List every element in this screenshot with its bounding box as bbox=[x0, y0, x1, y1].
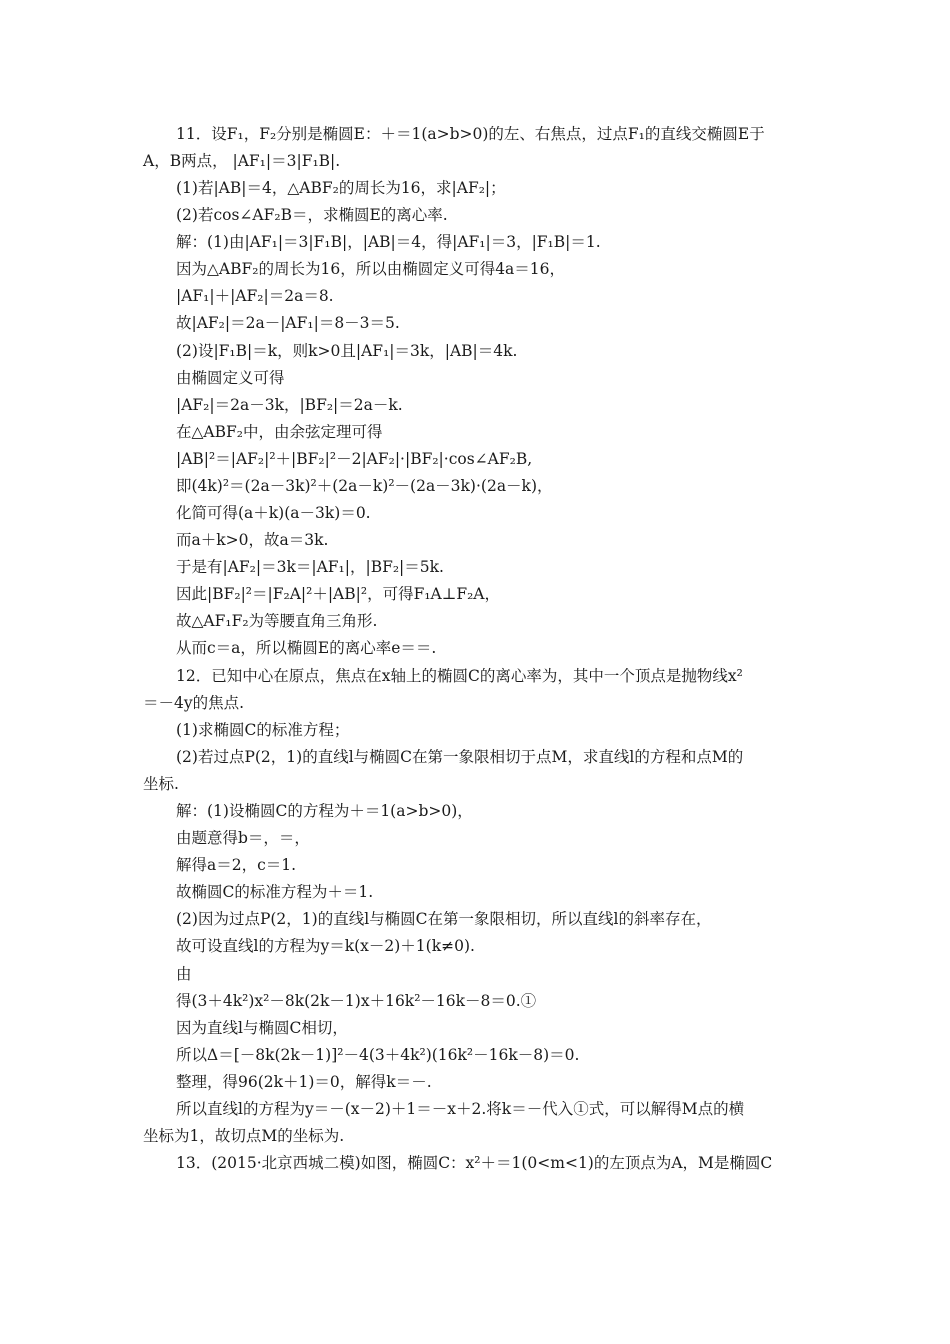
text-line: 13．(2015·北京西城二模)如图，椭圆C：x²＋＝1(0<m<1)的左顶点为A，M是椭圆C bbox=[176, 1154, 773, 1172]
text-line: 因为△ABF₂的周长为16，所以由椭圆定义可得4a＝16， bbox=[176, 260, 566, 278]
text-line: 即(4k)²＝(2a－3k)²＋(2a－k)²－(2a－3k)·(2a－k)， bbox=[176, 477, 553, 495]
text-line: A，B两点， |AF₁|＝3|F₁B|. bbox=[143, 152, 341, 170]
text-line: 从而c＝a，所以椭圆E的离心率e＝＝. bbox=[176, 639, 437, 657]
text-line: 故|AF₂|＝2a－|AF₁|＝8－3＝5. bbox=[176, 314, 400, 332]
text-line: 整理，得96(2k＋1)＝0，解得k＝－. bbox=[176, 1073, 432, 1091]
text-line: 解：(1)设椭圆C的方程为＋＝1(a>b>0)， bbox=[176, 802, 473, 820]
text-line: 坐标为1，故切点M的坐标为. bbox=[143, 1127, 345, 1145]
text-line: 故△AF₁F₂为等腰直角三角形. bbox=[176, 612, 378, 630]
text-line: (1)若|AB|＝4，△ABF₂的周长为16，求|AF₂|； bbox=[176, 179, 506, 197]
text-line: 解：(1)由|AF₁|＝3|F₁B|，|AB|＝4，得|AF₁|＝3，|F₁B|＝1. bbox=[176, 233, 601, 251]
text-line: 化简可得(a＋k)(a－3k)＝0. bbox=[176, 504, 371, 522]
text-line: 得(3＋4k²)x²－8k(2k－1)x＋16k²－16k－8＝0.① bbox=[176, 992, 537, 1010]
text-line: |AB|²＝|AF₂|²＋|BF₂|²－2|AF₂|·|BF₂|·cos∠AF₂B, bbox=[176, 450, 533, 468]
text-line: 在△ABF₂中，由余弦定理可得 bbox=[176, 423, 383, 441]
text-line: (2)若cos∠AF₂B＝，求椭圆E的离心率. bbox=[176, 206, 448, 224]
text-line: 所以Δ＝[－8k(2k－1)]²－4(3＋4k²)(16k²－16k－8)＝0. bbox=[176, 1046, 580, 1064]
text-line: 解得a＝2，c＝1. bbox=[176, 856, 297, 874]
text-line: ＝－4y的焦点. bbox=[143, 694, 245, 712]
text-line: 故椭圆C的标准方程为＋＝1. bbox=[176, 883, 374, 901]
text-line: 所以直线l的方程为y＝－(x－2)＋1＝－x＋2.将k＝－代入①式，可以解得M点的横 bbox=[176, 1100, 745, 1118]
text-line: |AF₂|＝2a－3k，|BF₂|＝2a－k. bbox=[176, 396, 403, 414]
text-line: 由 bbox=[176, 965, 192, 983]
text-line: |AF₁|＋|AF₂|＝2a＝8. bbox=[176, 287, 334, 305]
text-line: (2)因为过点P(2，1)的直线l与椭圆C在第一象限相切，所以直线l的斜率存在， bbox=[176, 910, 712, 928]
text-line: 而a＋k>0，故a＝3k. bbox=[176, 531, 329, 549]
text-line: 由椭圆定义可得 bbox=[176, 369, 285, 387]
text-line: 因此|BF₂|²＝|F₂A|²＋|AB|²，可得F₁A⊥F₂A， bbox=[176, 585, 500, 603]
text-line: 由题意得b＝，＝， bbox=[176, 829, 310, 847]
text-line: 于是有|AF₂|＝3k＝|AF₁|，|BF₂|＝5k. bbox=[176, 558, 444, 576]
text-line: (2)若过点P(2，1)的直线l与椭圆C在第一象限相切于点M，求直线l的方程和点M的 bbox=[176, 748, 744, 766]
text-line: (2)设|F₁B|＝k，则k>0且|AF₁|＝3k，|AB|＝4k. bbox=[176, 342, 518, 360]
text-line: (1)求椭圆C的标准方程； bbox=[176, 721, 350, 739]
text-line: 12．已知中心在原点，焦点在x轴上的椭圆C的离心率为，其中一个顶点是抛物线x² bbox=[176, 667, 743, 685]
text-line: 坐标. bbox=[143, 775, 179, 793]
text-line: 11．设F₁，F₂分别是椭圆E：＋＝1(a>b>0)的左、右焦点，过点F₁的直线交椭圆E于 bbox=[176, 125, 765, 143]
text-line: 故可设直线l的方程为y＝k(x－2)＋1(k≠0). bbox=[176, 937, 475, 955]
text-line: 因为直线l与椭圆C相切， bbox=[176, 1019, 348, 1037]
